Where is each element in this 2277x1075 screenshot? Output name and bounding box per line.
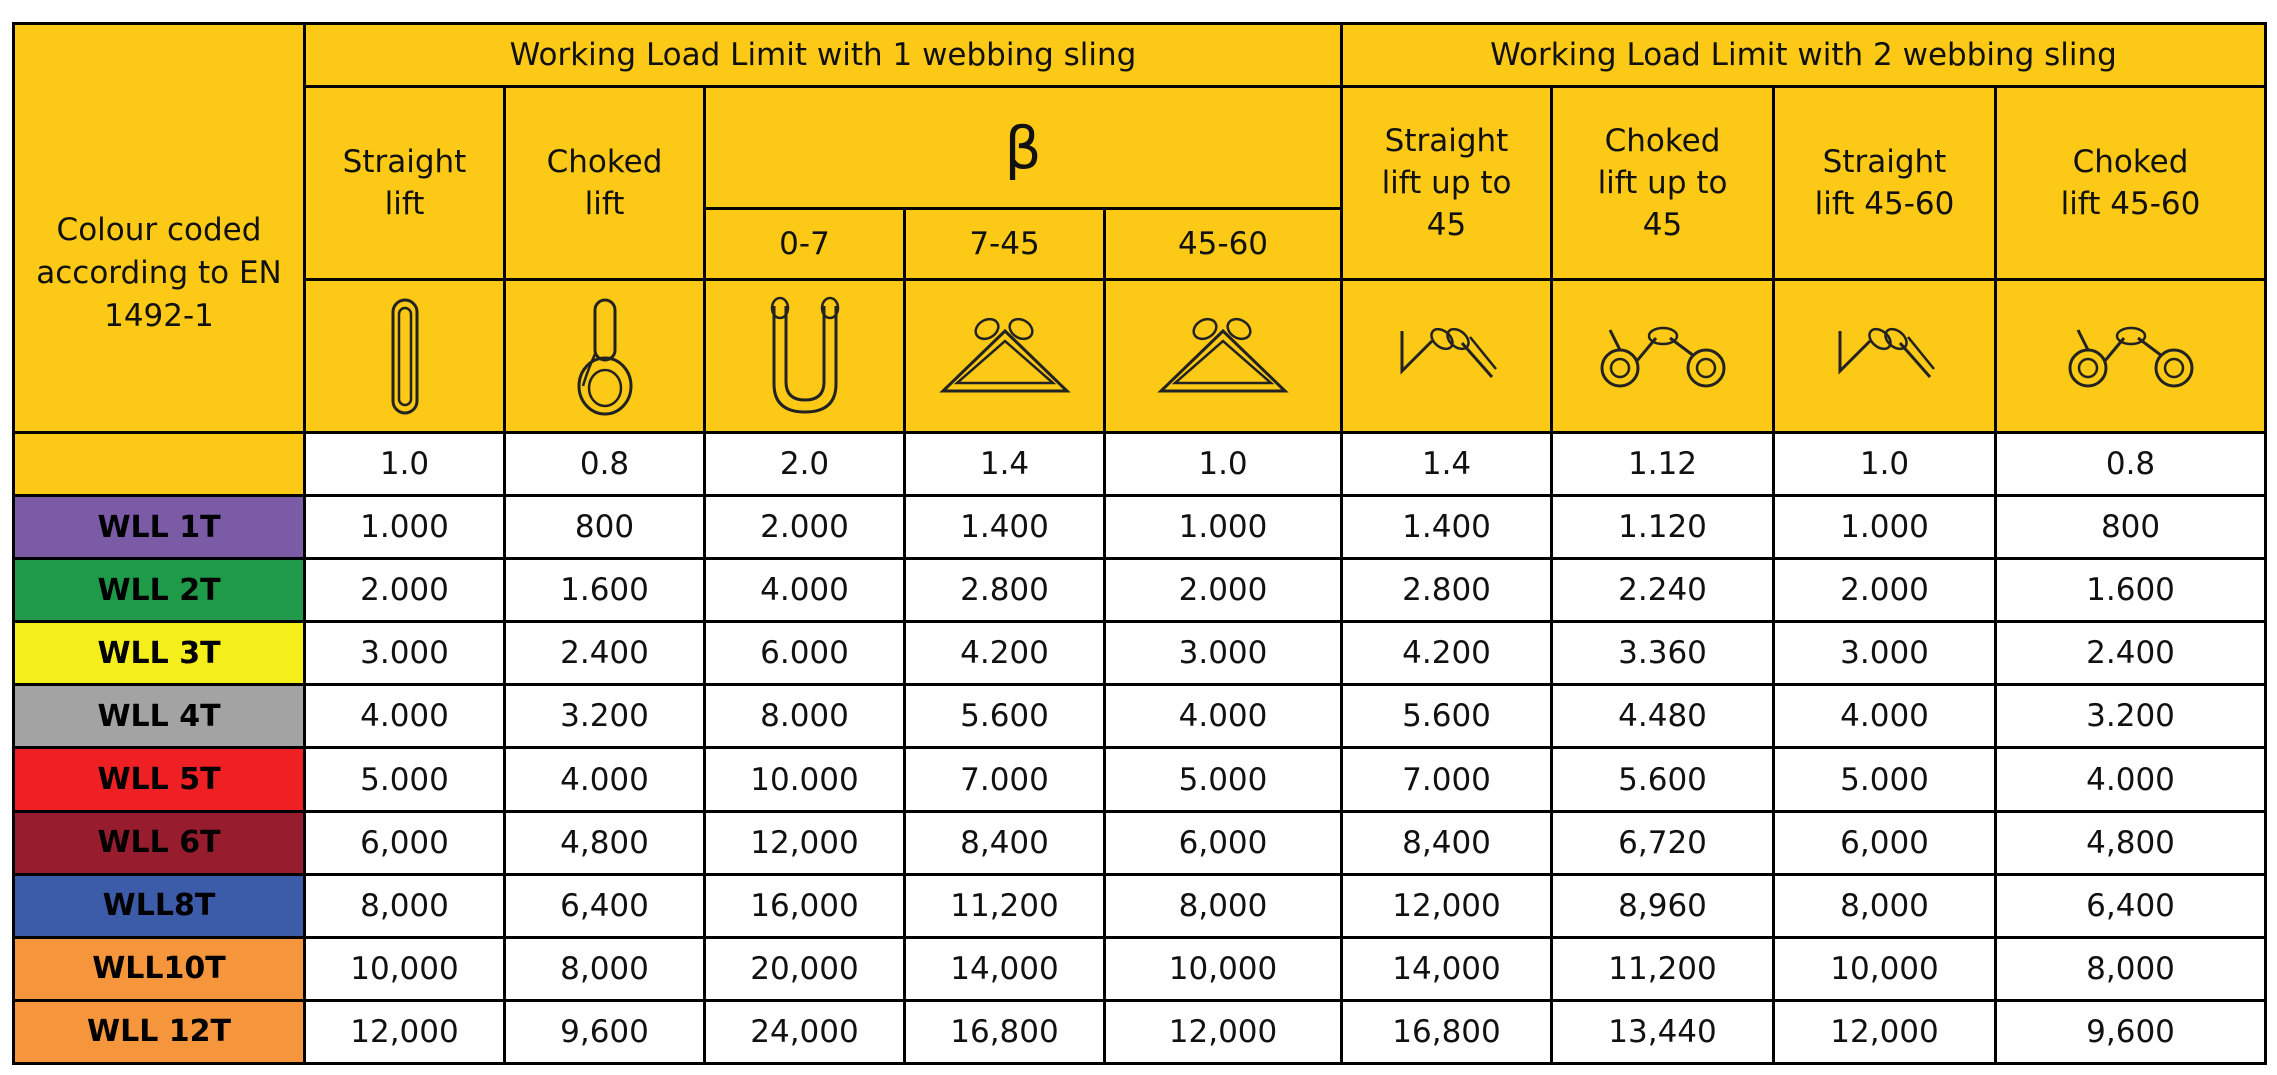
straight-lift-icon [305,280,505,433]
table-row [14,811,2266,874]
col-header-label: Straight lift [342,144,467,223]
table-cell: 2.800 [905,559,1105,622]
table-cell: 4.000 [1996,748,2266,811]
table-cell: 13,440 [1552,1000,1774,1063]
table-cell: 4.000 [305,685,505,748]
table-cell: 9,600 [505,1000,705,1063]
table-cell: 9,600 [1996,1000,2266,1063]
table-cell: 1.000 [1774,496,1996,559]
wll-table-container [12,22,2264,1065]
table-row [14,748,2266,811]
factor-row-label-blank [14,433,305,496]
colour-code-label: Colour coded according to EN 1492-1 [36,211,282,334]
table-cell: 4.000 [705,559,905,622]
table-cell: 3.200 [505,685,705,748]
table-cell: 8,000 [1105,874,1342,937]
table-cell: 1.600 [1996,559,2266,622]
col-header-2-straight-45-60 [1774,87,1996,280]
table-cell: 5.000 [305,748,505,811]
table-cell: 24,000 [705,1000,905,1063]
beta-range-45-60: 45-60 [1105,209,1342,280]
col-header-label: Straight lift 45-60 [1814,144,1955,223]
table-cell: 800 [1996,496,2266,559]
col-header-2-straight-up-to-45 [1342,87,1552,280]
table-cell: 5.600 [1342,685,1552,748]
col-header-label: Choked lift 45-60 [2060,144,2201,223]
table-cell: 6,000 [1105,811,1342,874]
group-header-1-sling: Working Load Limit with 1 webbing sling [305,24,1342,87]
table-cell: 4,800 [1996,811,2266,874]
table-cell: 3.000 [305,622,505,685]
table-cell: 8,400 [905,811,1105,874]
table-cell: 5.000 [1774,748,1996,811]
wll-colour-label: WLL 12T [14,1000,305,1063]
factor-cell: 0.8 [1996,433,2266,496]
table-cell: 5.000 [1105,748,1342,811]
wll-colour-label: WLL10T [14,937,305,1000]
wll-colour-label: WLL 6T [14,811,305,874]
factor-cell: 1.0 [305,433,505,496]
two-leg-straight-icon [1774,280,1996,433]
table-cell: 12,000 [1774,1000,1996,1063]
table-cell: 3.000 [1105,622,1342,685]
basket-angle-icon [905,280,1105,433]
col-header-2-choked-45-60 [1996,87,2266,280]
table-cell: 6,000 [1774,811,1996,874]
table-row [14,937,2266,1000]
table-cell: 2.000 [305,559,505,622]
factor-cell: 0.8 [505,433,705,496]
table-cell: 4.200 [905,622,1105,685]
table-cell: 2.400 [1996,622,2266,685]
table-cell: 12,000 [705,811,905,874]
table-cell: 16,800 [1342,1000,1552,1063]
table-cell: 16,800 [905,1000,1105,1063]
table-cell: 3.360 [1552,622,1774,685]
table-cell: 7.000 [905,748,1105,811]
col-header-straight-lift [305,87,505,280]
table-cell: 1.120 [1552,496,1774,559]
wll-colour-label: WLL8T [14,874,305,937]
table-cell: 16,000 [705,874,905,937]
table-row [14,496,2266,559]
table-cell: 10,000 [1774,937,1996,1000]
table-cell: 6,400 [505,874,705,937]
two-leg-choked-icon [1552,280,1774,433]
table-cell: 3.000 [1774,622,1996,685]
table-row [14,874,2266,937]
table-row [14,622,2266,685]
beta-range-0-7: 0-7 [705,209,905,280]
factor-cell: 1.0 [1105,433,1342,496]
table-cell: 4.200 [1342,622,1552,685]
table-cell: 14,000 [905,937,1105,1000]
wll-colour-label: WLL 5T [14,748,305,811]
table-cell: 8,400 [1342,811,1552,874]
table-cell: 2.000 [705,496,905,559]
table-cell: 10,000 [1105,937,1342,1000]
table-cell: 4.000 [505,748,705,811]
wll-colour-label: WLL 1T [14,496,305,559]
table-cell: 6,400 [1996,874,2266,937]
basket-angle-icon [1105,280,1342,433]
col-header-choked-lift [505,87,705,280]
table-cell: 12,000 [1342,874,1552,937]
table-cell: 8.000 [705,685,905,748]
table-cell: 2.000 [1774,559,1996,622]
wll-colour-label: WLL 4T [14,685,305,748]
wll-colour-label: WLL 3T [14,622,305,685]
table-cell: 1.000 [305,496,505,559]
colour-code-header [14,24,305,433]
factor-cell: 1.4 [905,433,1105,496]
factor-row [14,433,2266,496]
table-cell: 11,200 [1552,937,1774,1000]
table-cell: 10.000 [705,748,905,811]
two-leg-choked-icon [1996,280,2266,433]
table-cell: 4.000 [1105,685,1342,748]
table-cell: 1.400 [1342,496,1552,559]
table-cell: 1.000 [1105,496,1342,559]
table-cell: 800 [505,496,705,559]
table-cell: 7.000 [1342,748,1552,811]
table-cell: 12,000 [305,1000,505,1063]
two-leg-straight-icon [1342,280,1552,433]
table-cell: 11,200 [905,874,1105,937]
group-header-2-sling: Working Load Limit with 2 webbing sling [1342,24,2266,87]
factor-cell: 2.0 [705,433,905,496]
table-cell: 12,000 [1105,1000,1342,1063]
table-cell: 8,000 [505,937,705,1000]
col-header-2-choked-up-to-45 [1552,87,1774,280]
table-cell: 14,000 [1342,937,1552,1000]
table-row [14,559,2266,622]
basket-lift-icon [705,280,905,433]
factor-cell: 1.0 [1774,433,1996,496]
table-cell: 2.000 [1105,559,1342,622]
beta-angle-header: β [705,87,1342,209]
table-cell: 3.200 [1996,685,2266,748]
table-row [14,1000,2266,1063]
factor-cell: 1.12 [1552,433,1774,496]
table-cell: 6,000 [305,811,505,874]
table-cell: 4.480 [1552,685,1774,748]
table-cell: 4.000 [1774,685,1996,748]
col-header-label: Straight lift up to 45 [1381,123,1512,244]
table-cell: 10,000 [305,937,505,1000]
table-cell: 5.600 [905,685,1105,748]
wll-table [12,22,2267,1065]
wll-data-rows [14,496,2266,1064]
col-header-label: Choked lift [546,144,663,223]
factor-cell: 1.4 [1342,433,1552,496]
table-cell: 5.600 [1552,748,1774,811]
beta-range-7-45: 7-45 [905,209,1105,280]
table-cell: 4,800 [505,811,705,874]
col-header-label: Choked lift up to 45 [1597,123,1728,244]
table-cell: 20,000 [705,937,905,1000]
table-cell: 1.400 [905,496,1105,559]
table-cell: 8,000 [305,874,505,937]
table-row [14,685,2266,748]
table-cell: 6,720 [1552,811,1774,874]
table-cell: 2.400 [505,622,705,685]
table-cell: 1.600 [505,559,705,622]
table-cell: 6.000 [705,622,905,685]
table-cell: 2.800 [1342,559,1552,622]
table-cell: 8,000 [1996,937,2266,1000]
table-cell: 2.240 [1552,559,1774,622]
choked-lift-icon [505,280,705,433]
table-cell: 8,960 [1552,874,1774,937]
table-cell: 8,000 [1774,874,1996,937]
wll-colour-label: WLL 2T [14,559,305,622]
